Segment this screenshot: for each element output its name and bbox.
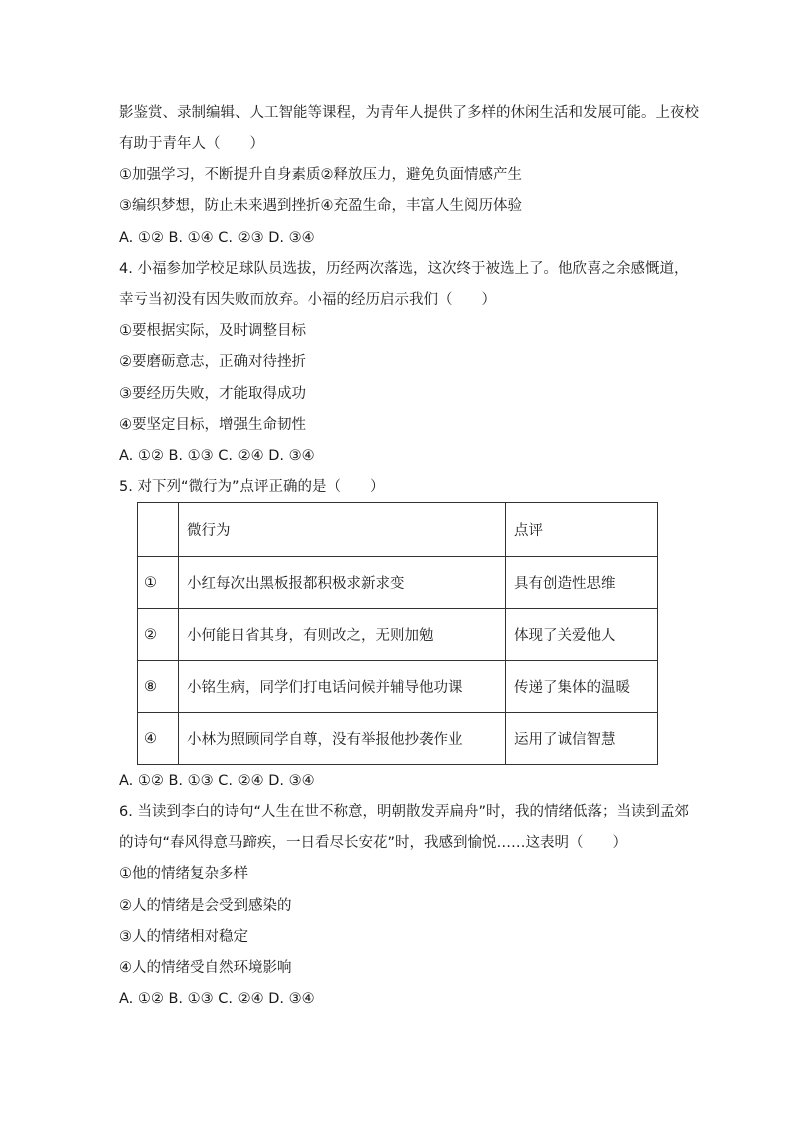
table-cell-behavior: 小铭生病，同学们打电话问候并辅导他功课: [179, 661, 506, 713]
q6-stem-line1: 6. 当读到李白的诗句“人生在世不称意，明朝散发弄扁舟”时，我的情绪低落；当读到孟郊: [119, 804, 689, 820]
table-row: [138, 713, 658, 765]
q6-option-3: ③人的情绪相对稳定: [119, 929, 248, 945]
table-row: [138, 609, 658, 661]
q3-option-line2: ③编织梦想，防止未来遇到挫折④充盈生命，丰富人生阅历体验: [119, 198, 522, 214]
table-cell-comment: 传递了集体的温暖: [506, 661, 658, 713]
table-header-cell: 点评: [506, 503, 658, 557]
q6-answers: A. ①② B. ①③ C. ②④ D. ③④: [119, 991, 315, 1007]
q4-option-3: ③要经历失败，才能取得成功: [119, 386, 306, 402]
table-header-row: [138, 503, 658, 557]
table-cell-number: ②: [138, 609, 179, 661]
q5-stem: 5. 对下列“微行为”点评正确的是（ ）: [119, 479, 385, 495]
q5-answers: A. ①② B. ①③ C. ②④ D. ③④: [119, 773, 315, 789]
q6-option-4: ④人的情绪受自然环境影响: [119, 960, 292, 976]
q4-answers: A. ①② B. ①③ C. ②④ D. ③④: [119, 448, 315, 464]
q3-answers: A. ①② B. ①④ C. ②③ D. ③④: [119, 230, 315, 246]
table-cell-comment: 具有创造性思维: [506, 557, 658, 609]
q5-table: [137, 502, 658, 765]
q4-option-2: ②要磨砺意志，正确对待挫折: [119, 354, 306, 370]
table-cell-number: ①: [138, 557, 179, 609]
q4-stem-line1: 4. 小福参加学校足球队员选拔，历经两次落选，这次终于被选上了。他欣喜之余感慨道，: [119, 261, 689, 277]
table-cell-behavior: 小何能日省其身，有则改之，无则加勉: [179, 609, 506, 661]
table-cell-behavior: 小林为照顾同学自尊，没有举报他抄袭作业: [179, 713, 506, 765]
q4-option-4: ④要坚定目标，增强生命韧性: [119, 417, 306, 433]
table-header-cell: [138, 503, 179, 557]
q4-stem-line2: 幸亏当初没有因失败而放弃。小福的经历启示我们（ ）: [119, 292, 496, 308]
table-cell-comment: 体现了关爱他人: [506, 609, 658, 661]
table-cell-number: ⑧: [138, 661, 179, 713]
q6-option-1: ①他的情绪复杂多样: [119, 866, 248, 882]
q4-option-1: ①要根据实际，及时调整目标: [119, 323, 306, 339]
table-row: [138, 661, 658, 713]
table-cell-comment: 运用了诚信智慧: [506, 713, 658, 765]
table-header-cell: 微行为: [179, 503, 506, 557]
q3-stem-line1: 影鉴赏、录制编辑、人工智能等课程，为青年人提供了多样的休闲生活和发展可能。上夜校: [119, 105, 699, 121]
table-cell-number: ④: [138, 713, 179, 765]
q6-stem-line2: 的诗句“春风得意马蹄疾，一日看尽长安花”时，我感到愉悦……这表明（ ）: [119, 835, 628, 851]
table-row: [138, 557, 658, 609]
q6-option-2: ②人的情绪是会受到感染的: [119, 898, 292, 914]
q3-option-line1: ①加强学习，不断提升自身素质②释放压力，避免负面情感产生: [119, 167, 522, 183]
q3-stem-line2: 有助于青年人（ ）: [119, 136, 264, 152]
table-cell-behavior: 小红每次出黑板报都积极求新求变: [179, 557, 506, 609]
